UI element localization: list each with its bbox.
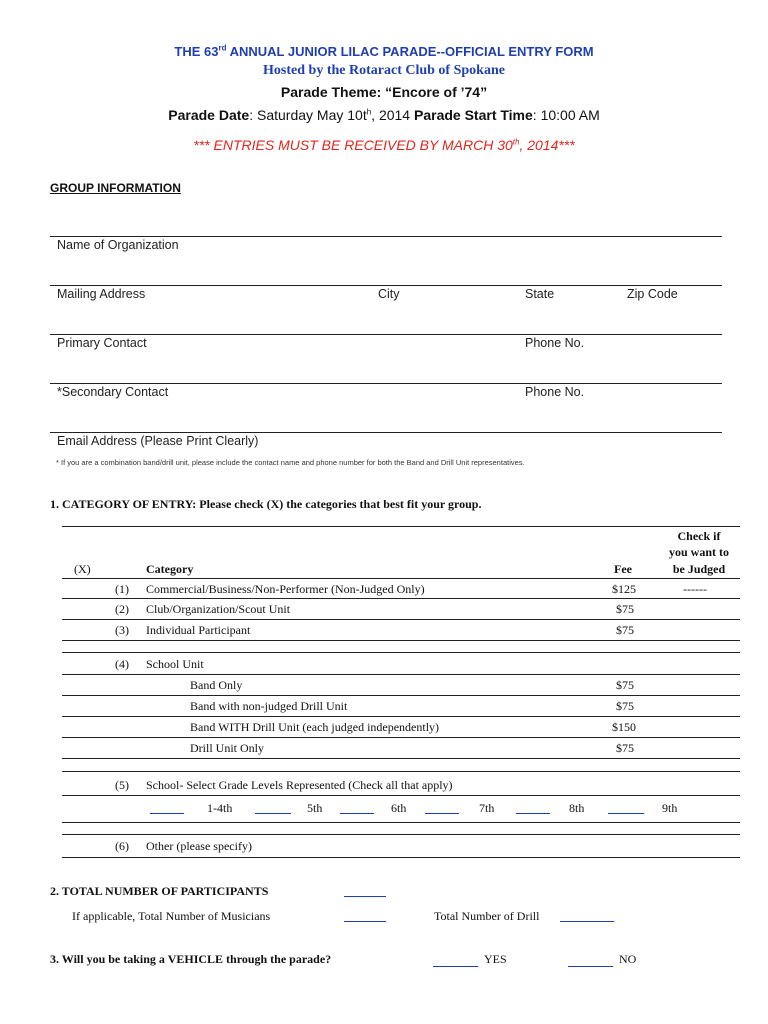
row-rule xyxy=(62,737,740,738)
col-x-header: (X) xyxy=(74,562,91,576)
form-title: THE 63rd ANNUAL JUNIOR LILAC PARADE--OFFICIAL ENTRY FORM xyxy=(174,43,594,59)
row-rule xyxy=(62,695,740,696)
row-fee: $125 xyxy=(612,582,636,596)
row-rule xyxy=(62,652,740,653)
row-num: (3) xyxy=(115,623,129,637)
parade-date-time: Parade Date: Saturday May $10t^h$, 2014 Parade Start Time: 10:00 AM xyxy=(168,107,600,123)
drill-blank[interactable] xyxy=(560,911,614,922)
row-num: (1) xyxy=(115,582,129,596)
vehicle-yes-blank[interactable] xyxy=(433,956,478,967)
grade-label: 9th xyxy=(662,801,678,815)
row-num: (4) xyxy=(115,657,129,671)
mailing-address-field[interactable] xyxy=(50,285,722,286)
row-fee: $75 xyxy=(616,602,634,616)
primary-contact-label: Primary Contact xyxy=(57,336,147,350)
group-info-heading: GROUP INFORMATION xyxy=(50,181,181,195)
col-fee-header: Fee xyxy=(614,562,632,576)
parade-theme: Parade Theme: “Encore of ’74” xyxy=(280,84,488,100)
table-top-rule xyxy=(62,526,740,527)
org-name-label: Name of Organization xyxy=(57,238,179,252)
row-label: Other (please specify) xyxy=(146,839,252,853)
secondary-contact-label: *Secondary Contact xyxy=(57,385,169,399)
state-label: State xyxy=(525,287,555,301)
row-fee: $75 xyxy=(616,741,634,755)
zip-label: Zip Code xyxy=(627,287,678,301)
grade-label: 7th xyxy=(479,801,495,815)
row-label: Club/Organization/Scout Unit xyxy=(146,602,291,616)
email-field[interactable] xyxy=(50,432,722,433)
row-fee: $75 xyxy=(616,699,634,713)
drill-label: Total Number of Drill xyxy=(434,909,540,923)
grade-blank[interactable] xyxy=(608,803,644,814)
row-label: Drill Unit Only xyxy=(190,741,264,755)
musicians-label: If applicable, Total Number of Musicians xyxy=(72,909,271,923)
vehicle-yes-label: YES xyxy=(484,952,507,966)
row-label: School- Select Grade Levels Represented (Check all that apply) xyxy=(146,778,453,792)
grade-label: 5th xyxy=(307,801,323,815)
row-rule xyxy=(62,640,740,641)
row-rule xyxy=(62,795,740,796)
hosted-by: Hosted by the Rotaract Club of Spokane xyxy=(263,63,505,78)
row-fee: $150 xyxy=(612,720,636,734)
primary-contact-field[interactable] xyxy=(50,334,722,335)
row-label: Band Only xyxy=(190,678,243,692)
musicians-blank[interactable] xyxy=(344,911,386,922)
deadline-notice: *** ENTRIES MUST BE RECEIVED BY MARCH 30th, 2014*** xyxy=(193,137,575,153)
combination-unit-note: * If you are a combination band/drill unit, please include the contact name and phone number for both the Band and Drill Unit representatives. xyxy=(56,458,525,467)
mailing-address-label: Mailing Address xyxy=(57,287,146,301)
city-label: City xyxy=(378,287,400,301)
row-num: (6) xyxy=(115,839,129,853)
row-num: (5) xyxy=(115,778,129,792)
col-category-header: Category xyxy=(146,562,194,576)
vehicle-no-blank[interactable] xyxy=(568,956,613,967)
grade-blank[interactable] xyxy=(255,803,291,814)
row-label: Commercial/Business/Non-Performer (Non-Judged Only) xyxy=(146,582,425,596)
vehicle-heading: 3. Will you be taking a VEHICLE through the parade? xyxy=(50,952,332,966)
row-fee: $75 xyxy=(616,623,634,637)
header-rule xyxy=(62,578,740,579)
email-label: Email Address (Please Print Clearly) xyxy=(57,434,259,448)
grade-blank[interactable] xyxy=(425,803,459,814)
secondary-contact-field[interactable] xyxy=(50,383,722,384)
participants-blank[interactable] xyxy=(344,886,386,897)
row-label: Individual Participant xyxy=(146,623,251,637)
table-bottom-rule xyxy=(62,857,740,858)
row-rule xyxy=(62,822,740,823)
phone-label: Phone No. xyxy=(525,336,585,350)
grade-label: 1-4th xyxy=(207,801,233,815)
grade-blank[interactable] xyxy=(516,803,550,814)
row-label: Band WITH Drill Unit (each judged independently) xyxy=(190,720,440,734)
row-fee: $75 xyxy=(616,678,634,692)
row-judge: ------ xyxy=(683,582,707,596)
grade-label: 8th xyxy=(569,801,585,815)
row-num: (2) xyxy=(115,602,129,616)
participants-heading: 2. TOTAL NUMBER OF PARTICIPANTS xyxy=(50,884,269,898)
row-rule xyxy=(62,598,740,599)
grade-blank[interactable] xyxy=(150,803,184,814)
row-rule xyxy=(62,771,740,772)
row-label: Band with non-judged Drill Unit xyxy=(190,699,348,713)
row-rule xyxy=(62,716,740,717)
phone-label-2: Phone No. xyxy=(525,385,585,399)
grade-blank[interactable] xyxy=(340,803,374,814)
row-rule xyxy=(62,758,740,759)
vehicle-no-label: NO xyxy=(619,952,637,966)
row-rule xyxy=(62,834,740,835)
row-rule xyxy=(62,674,740,675)
row-rule xyxy=(62,619,740,620)
category-heading: 1. CATEGORY OF ENTRY: Please check (X) the categories that best fit your group. xyxy=(50,497,482,511)
judge-header-1: Check if xyxy=(677,529,721,543)
org-name-field[interactable] xyxy=(50,236,722,237)
judge-header-2: you want to xyxy=(668,545,729,559)
judge-header-3: be Judged xyxy=(672,562,726,576)
row-label: School Unit xyxy=(146,657,204,671)
grade-label: 6th xyxy=(391,801,407,815)
